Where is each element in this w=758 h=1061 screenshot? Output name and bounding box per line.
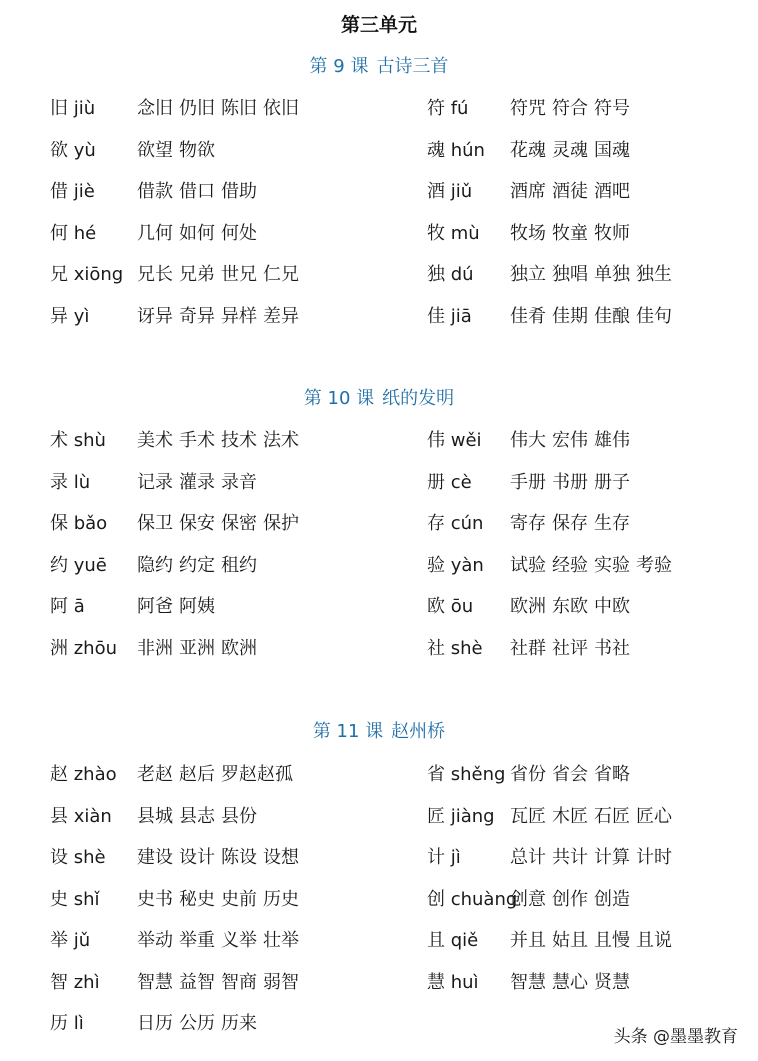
word-list xyxy=(137,260,305,286)
word: 隐约 xyxy=(137,554,173,576)
word: 慧心 xyxy=(552,971,588,993)
word: 历史 xyxy=(263,888,299,910)
character-with-pinyin: 且 qiě xyxy=(427,930,479,951)
word: 念旧 xyxy=(137,98,173,119)
word: 国魂 xyxy=(594,139,630,161)
character-with-pinyin: 县 xiàn xyxy=(50,805,112,827)
word: 县份 xyxy=(221,805,257,827)
character-with-pinyin: 保 bǎo xyxy=(50,513,108,534)
word-list xyxy=(510,468,636,494)
character-with-pinyin: 洲 zhōu xyxy=(50,637,117,659)
word: 仁兄 xyxy=(263,264,299,285)
word: 弱智 xyxy=(263,971,299,993)
word: 手册 xyxy=(510,471,546,493)
word-list xyxy=(137,219,263,245)
word: 牧童 xyxy=(552,222,588,244)
word: 老赵 xyxy=(137,764,173,785)
unit-title: 第三单元 xyxy=(340,14,417,36)
word: 雄伟 xyxy=(594,430,630,451)
word: 寄存 xyxy=(510,513,546,534)
word: 独立 xyxy=(510,264,546,285)
word: 经验 xyxy=(552,554,588,576)
word-list xyxy=(137,426,305,452)
word-list xyxy=(510,760,636,786)
word: 保护 xyxy=(263,513,299,534)
word: 酒吧 xyxy=(594,181,630,202)
word: 设想 xyxy=(263,847,299,868)
word: 瓦匠 xyxy=(510,805,546,827)
word-list xyxy=(510,592,636,618)
word-list xyxy=(137,760,299,786)
word: 公历 xyxy=(179,1013,215,1034)
word: 依旧 xyxy=(263,98,299,119)
word: 酒徒 xyxy=(552,181,588,202)
word-list xyxy=(137,843,305,869)
lesson-number: 第 11 课 xyxy=(312,721,384,742)
word: 牧场 xyxy=(510,222,546,244)
word: 举重 xyxy=(179,930,215,951)
word: 社群 xyxy=(510,637,546,659)
character-with-pinyin: 佳 jiā xyxy=(427,305,472,327)
character-with-pinyin: 旧 jiù xyxy=(50,98,96,119)
character-with-pinyin: 兄 xiōng xyxy=(50,264,124,285)
word: 非洲 xyxy=(137,637,173,659)
word-list xyxy=(137,1009,263,1035)
word-list xyxy=(137,136,221,162)
word: 县志 xyxy=(179,805,215,827)
word: 赵后 xyxy=(179,764,215,785)
word: 历来 xyxy=(221,1013,257,1034)
word-list xyxy=(510,926,678,952)
watermark: 头条 @墨墨教育 xyxy=(610,1020,742,1049)
word: 石匠 xyxy=(594,805,630,827)
word: 册子 xyxy=(594,471,630,493)
word: 借款 xyxy=(137,181,173,202)
word: 且说 xyxy=(636,930,672,951)
word: 创意 xyxy=(510,888,546,910)
word: 省份 xyxy=(510,764,546,785)
word: 欧洲 xyxy=(221,637,257,659)
character-with-pinyin: 欧 ōu xyxy=(427,596,474,617)
word: 牧师 xyxy=(594,222,630,244)
word: 计算 xyxy=(594,847,630,868)
character-with-pinyin: 存 cún xyxy=(427,513,484,534)
word: 花魂 xyxy=(510,139,546,161)
word-list xyxy=(510,260,678,286)
word-list xyxy=(510,177,636,203)
lesson-number: 第 10 课 xyxy=(303,388,375,409)
word-list xyxy=(510,843,678,869)
word-list xyxy=(137,302,305,328)
word: 约定 xyxy=(179,554,215,576)
word: 生存 xyxy=(594,513,630,534)
word-list xyxy=(510,885,636,911)
word-list xyxy=(137,509,305,535)
character-with-pinyin: 独 dú xyxy=(427,264,474,285)
word: 史书 xyxy=(137,888,173,910)
word: 欲望 xyxy=(137,139,173,161)
character-with-pinyin: 牧 mù xyxy=(427,222,480,244)
word: 县城 xyxy=(137,805,173,827)
word: 物欲 xyxy=(179,139,215,161)
word: 日历 xyxy=(137,1013,173,1034)
character-with-pinyin: 册 cè xyxy=(427,471,472,493)
word-list xyxy=(510,509,636,535)
character-with-pinyin: 省 shěng xyxy=(427,764,506,785)
character-with-pinyin: 验 yàn xyxy=(427,554,484,576)
word: 匠心 xyxy=(636,805,672,827)
character-with-pinyin: 借 jiè xyxy=(50,181,95,202)
word: 书册 xyxy=(552,471,588,493)
character-with-pinyin: 智 zhì xyxy=(50,971,100,993)
word: 手术 xyxy=(179,430,215,451)
word: 保存 xyxy=(552,513,588,534)
word: 兄弟 xyxy=(179,264,215,285)
word: 记录 xyxy=(137,471,173,493)
word: 佳期 xyxy=(552,305,588,327)
word: 符咒 xyxy=(510,98,546,119)
character-with-pinyin: 欲 yù xyxy=(50,139,96,161)
lesson-number: 第 9 课 xyxy=(309,56,369,77)
character-with-pinyin: 慧 huì xyxy=(427,971,479,993)
word: 共计 xyxy=(552,847,588,868)
word: 智商 xyxy=(221,971,257,993)
word-list xyxy=(137,885,305,911)
character-with-pinyin: 赵 zhào xyxy=(50,764,117,785)
word: 省略 xyxy=(594,764,630,785)
word: 阿姨 xyxy=(179,596,215,617)
word: 仍旧 xyxy=(179,98,215,119)
word: 宏伟 xyxy=(552,430,588,451)
character-with-pinyin: 伟 wěi xyxy=(427,430,482,451)
word: 保密 xyxy=(221,513,257,534)
character-with-pinyin: 约 yuē xyxy=(50,554,107,576)
lesson-title xyxy=(0,384,758,410)
word: 录音 xyxy=(221,471,257,493)
word-list xyxy=(510,426,636,452)
word-list xyxy=(137,177,263,203)
word-list xyxy=(137,94,305,120)
word: 符合 xyxy=(552,98,588,119)
word: 欧洲 xyxy=(510,596,546,617)
word: 兄长 xyxy=(137,264,173,285)
word: 陈设 xyxy=(221,847,257,868)
word: 中欧 xyxy=(594,596,630,617)
word: 贤慧 xyxy=(594,971,630,993)
word: 如何 xyxy=(179,222,215,244)
word: 社评 xyxy=(552,637,588,659)
word: 技术 xyxy=(221,430,257,451)
word: 灌录 xyxy=(179,471,215,493)
word: 保安 xyxy=(179,513,215,534)
word: 史前 xyxy=(221,888,257,910)
word-list xyxy=(510,634,636,660)
word-list xyxy=(510,968,636,994)
word-list xyxy=(137,802,263,828)
character-with-pinyin: 酒 jiǔ xyxy=(427,181,473,202)
word: 借口 xyxy=(179,181,215,202)
word-list xyxy=(137,468,263,494)
word-list xyxy=(510,802,678,828)
word-list xyxy=(510,302,678,328)
word: 创作 xyxy=(552,888,588,910)
word: 佳酿 xyxy=(594,305,630,327)
character-with-pinyin: 录 lù xyxy=(50,471,91,493)
word: 智慧 xyxy=(137,971,173,993)
word: 东欧 xyxy=(552,596,588,617)
word: 借助 xyxy=(221,181,257,202)
word: 租约 xyxy=(221,554,257,576)
word-list xyxy=(510,136,636,162)
word: 姑且 xyxy=(552,930,588,951)
word: 亚洲 xyxy=(179,637,215,659)
word: 试验 xyxy=(510,554,546,576)
word: 几何 xyxy=(137,222,173,244)
word-list xyxy=(510,219,636,245)
word: 阿爸 xyxy=(137,596,173,617)
character-with-pinyin: 阿 ā xyxy=(50,596,85,617)
word: 义举 xyxy=(221,930,257,951)
word: 美术 xyxy=(137,430,173,451)
word: 举动 xyxy=(137,930,173,951)
word: 佳肴 xyxy=(510,305,546,327)
word: 且慢 xyxy=(594,930,630,951)
word: 独唱 xyxy=(552,264,588,285)
word: 伟大 xyxy=(510,430,546,451)
lesson-name: 纸的发明 xyxy=(382,388,455,409)
word: 何处 xyxy=(221,222,257,244)
lesson-title xyxy=(0,717,758,743)
word: 讶异 xyxy=(137,305,173,327)
word: 壮举 xyxy=(263,930,299,951)
lesson-name: 赵州桥 xyxy=(391,721,446,742)
lesson-title xyxy=(0,52,758,78)
word: 灵魂 xyxy=(552,139,588,161)
word-list xyxy=(137,968,305,994)
word: 单独 xyxy=(594,264,630,285)
word: 法术 xyxy=(263,430,299,451)
character-with-pinyin: 异 yì xyxy=(50,305,90,327)
word: 陈旧 xyxy=(221,98,257,119)
character-with-pinyin: 计 jì xyxy=(427,847,461,868)
character-with-pinyin: 举 jǔ xyxy=(50,930,91,951)
word: 奇异 xyxy=(179,305,215,327)
word: 益智 xyxy=(179,971,215,993)
word-list xyxy=(510,94,636,120)
character-with-pinyin: 符 fú xyxy=(427,98,469,119)
word: 实验 xyxy=(594,554,630,576)
word: 总计 xyxy=(510,847,546,868)
word: 符号 xyxy=(594,98,630,119)
word: 书社 xyxy=(594,637,630,659)
word-list xyxy=(137,592,221,618)
word: 省会 xyxy=(552,764,588,785)
word: 罗赵赵孤 xyxy=(221,764,293,785)
word-list xyxy=(137,551,263,577)
character-with-pinyin: 何 hé xyxy=(50,222,97,244)
word: 独生 xyxy=(636,264,672,285)
character-with-pinyin: 史 shǐ xyxy=(50,888,100,910)
word: 计时 xyxy=(636,847,672,868)
character-with-pinyin: 魂 hún xyxy=(427,139,485,161)
word: 木匠 xyxy=(552,805,588,827)
lesson-name: 古诗三首 xyxy=(376,56,449,77)
word: 设计 xyxy=(179,847,215,868)
word: 佳句 xyxy=(636,305,672,327)
word: 异样 xyxy=(221,305,257,327)
character-with-pinyin: 设 shè xyxy=(50,847,106,868)
word: 差异 xyxy=(263,305,299,327)
word: 建设 xyxy=(137,847,173,868)
character-with-pinyin: 匠 jiàng xyxy=(427,805,495,827)
word: 并且 xyxy=(510,930,546,951)
word: 创造 xyxy=(594,888,630,910)
word: 世兄 xyxy=(221,264,257,285)
word-list xyxy=(137,926,305,952)
word: 考验 xyxy=(636,554,672,576)
word: 酒席 xyxy=(510,181,546,202)
word: 保卫 xyxy=(137,513,173,534)
word: 智慧 xyxy=(510,971,546,993)
character-with-pinyin: 历 lì xyxy=(50,1013,84,1034)
word-list xyxy=(137,634,263,660)
word-list xyxy=(510,551,678,577)
character-with-pinyin: 术 shù xyxy=(50,430,106,451)
word: 秘史 xyxy=(179,888,215,910)
character-with-pinyin: 社 shè xyxy=(427,637,483,659)
character-with-pinyin: 创 chuàng xyxy=(427,888,518,910)
